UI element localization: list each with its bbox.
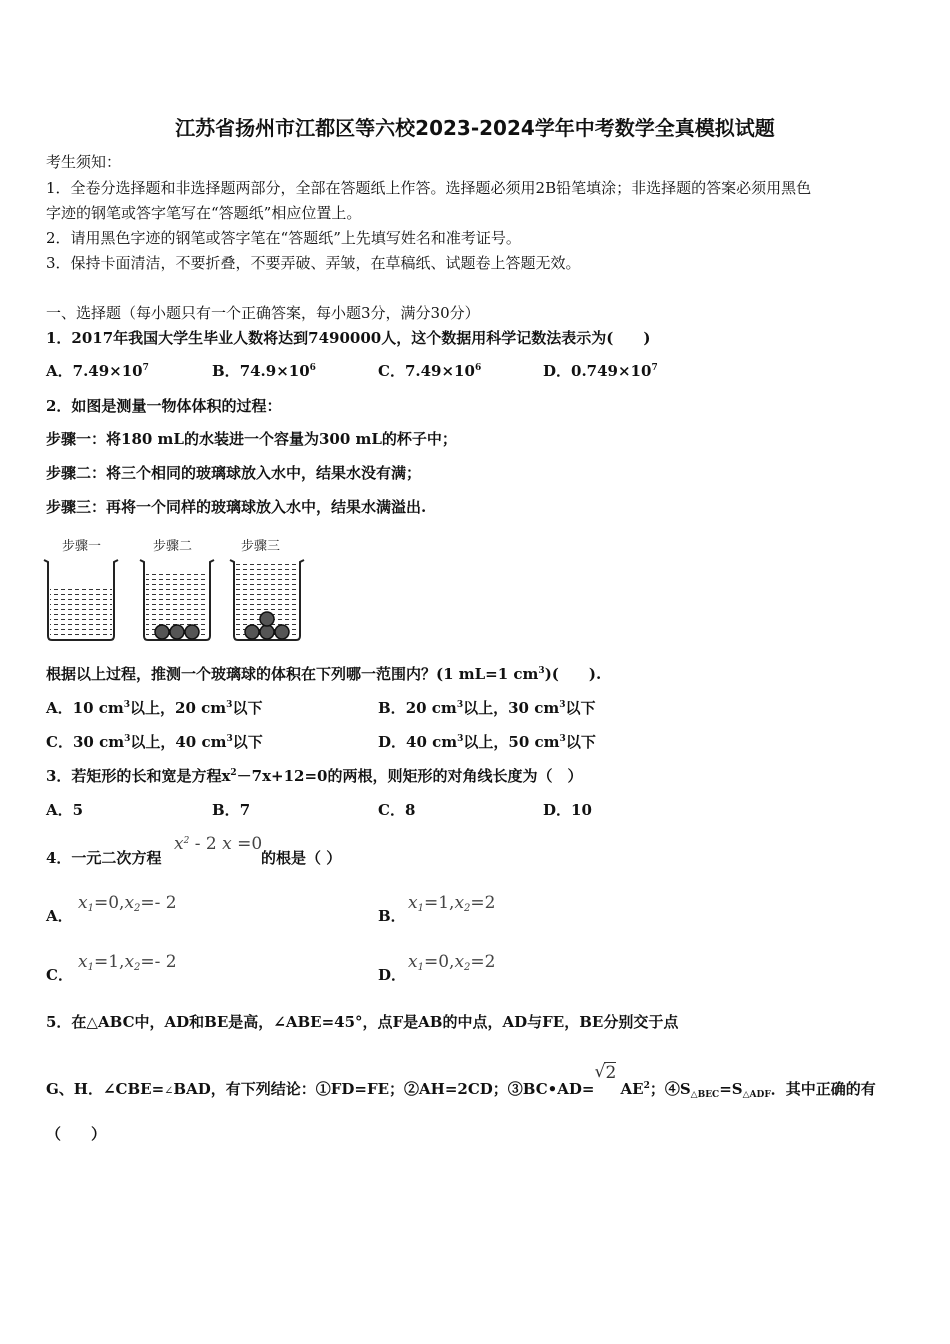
q1-stem: 1．2017年我国大学生毕业人数将达到7490000人，这个数据用科学记数法表示为( ) [46, 329, 651, 347]
q2-option-b: B．20 $cm^3$以上，30 $cm^3$以下 [378, 699, 596, 717]
q5-answer-blank: （ ） [46, 1125, 107, 1143]
q1-option-a: A．$7.49\times 10^7$ [46, 362, 149, 380]
q4-stem-post: 的根是（ ） [261, 849, 342, 867]
water-level [50, 588, 112, 638]
q4-option-c-label: C． [46, 966, 73, 984]
q4-option-a-label: A． [46, 907, 73, 925]
figure-label: 步骤一 [62, 539, 102, 554]
q5-line1: 5．在△ABC中，AD和BE是高，∠ABE=45°，点F是AB的中点，AD与FE，BE分别交于点 [46, 1013, 679, 1031]
q4-option-b-label: B． [378, 907, 406, 925]
page-title: 江苏省扬州市江都区等六校2023-2024学年中考数学全真模拟试题 [175, 116, 775, 140]
q2-option-c: C．30 $cm^3$以上，40 $cm^3$以下 [46, 733, 263, 751]
section-heading: 一、选择题（每小题只有一个正确答案，每小题3分，满分30分） [46, 304, 480, 322]
q2-step2: 步骤二：将三个相同的玻璃球放入水中，结果水没有满； [46, 464, 422, 482]
q4-option-a: $x_1=0,x_2=-$ 2 [78, 893, 177, 914]
glass-ball [155, 625, 169, 639]
glass-ball [245, 625, 259, 639]
notice-item: 字迹的钢笔或答字笔写在“答题纸”相应位置上。 [46, 204, 362, 222]
q4-equation: $x^2 - 2$ x =0 [174, 834, 263, 854]
q3-stem: 3．若矩形的长和宽是方程$x^2-7x+12=0$的两根，则矩形的对角线长度为（ ） [46, 767, 583, 785]
q3-option-c: C．8 [378, 801, 416, 819]
notice-item: 1．全卷分选择题和非选择题两部分，全部在答题纸上作答。选择题必须用2B铅笔填涂；非选择题的答案必须用黑色 [46, 179, 812, 197]
q5-line2: G、H．∠CBE=∠BAD，有下列结论：①FD=FE；②AH=2CD；③BC•AD= √ 2 $AE^2$；$④S_{\triangle BEC}=S_{\triangle ADF}$．其中正确的有 [46, 1062, 876, 1100]
beaker-figure [40, 532, 310, 644]
q3-option-b: B．7 [212, 801, 251, 819]
q4-stem-pre: 4．一元二次方程 [46, 849, 162, 867]
glass-ball [170, 625, 184, 639]
q1-option-c: C．$7.49\times 10^6$ [378, 362, 482, 380]
q1-option-d: D．$0.749\times 10^7$ [543, 362, 658, 380]
q1-option-b: B．$74.9\times 10^6$ [212, 362, 316, 380]
notice-item: 3．保持卡面清洁，不要折叠，不要弄破、弄皱，在草稿纸、试题卷上答题无效。 [46, 254, 581, 272]
q3-option-d: D．10 [543, 801, 592, 819]
q2-stem: 2．如图是测量一物体体积的过程： [46, 397, 282, 415]
q2-step3: 步骤三：再将一个同样的玻璃球放入水中，结果水满溢出. [46, 498, 427, 516]
q2-option-d: D．40 $cm^3$以上，50 $cm^3$以下 [378, 733, 596, 751]
q2-step1: 步骤一：将180 mL的水装进一个容量为300 mL的杯子中； [46, 430, 457, 448]
glass-ball [275, 625, 289, 639]
q4-option-b: $x_1=1,x_2=2$ [408, 893, 496, 914]
q4-option-d: $x_1=0,x_2=2$ [408, 952, 496, 973]
glass-ball [260, 625, 274, 639]
figure-label: 步骤三 [241, 539, 281, 554]
q2-question: 根据以上过程，推测一个玻璃球的体积在下列哪一范围内？(1 mL=1 $cm^3$)( ). [46, 665, 602, 683]
q4-option-c: $x_1=1,x_2=-$ 2 [78, 952, 177, 973]
q3-option-a: A．5 [46, 801, 84, 819]
figure-label: 步骤二 [153, 539, 193, 554]
glass-ball [185, 625, 199, 639]
sqrt-symbol: √ 2 [594, 1062, 617, 1083]
glass-ball [260, 612, 274, 626]
notice-item: 2．请用黑色字迹的钢笔或答字笔在“答题纸”上先填写姓名和准考证号。 [46, 229, 521, 247]
notice-heading: 考生须知： [46, 153, 122, 171]
q2-option-a: A．10 $cm^3$以上，20 $cm^3$以下 [46, 699, 263, 717]
q4-option-d-label: D． [378, 966, 407, 984]
